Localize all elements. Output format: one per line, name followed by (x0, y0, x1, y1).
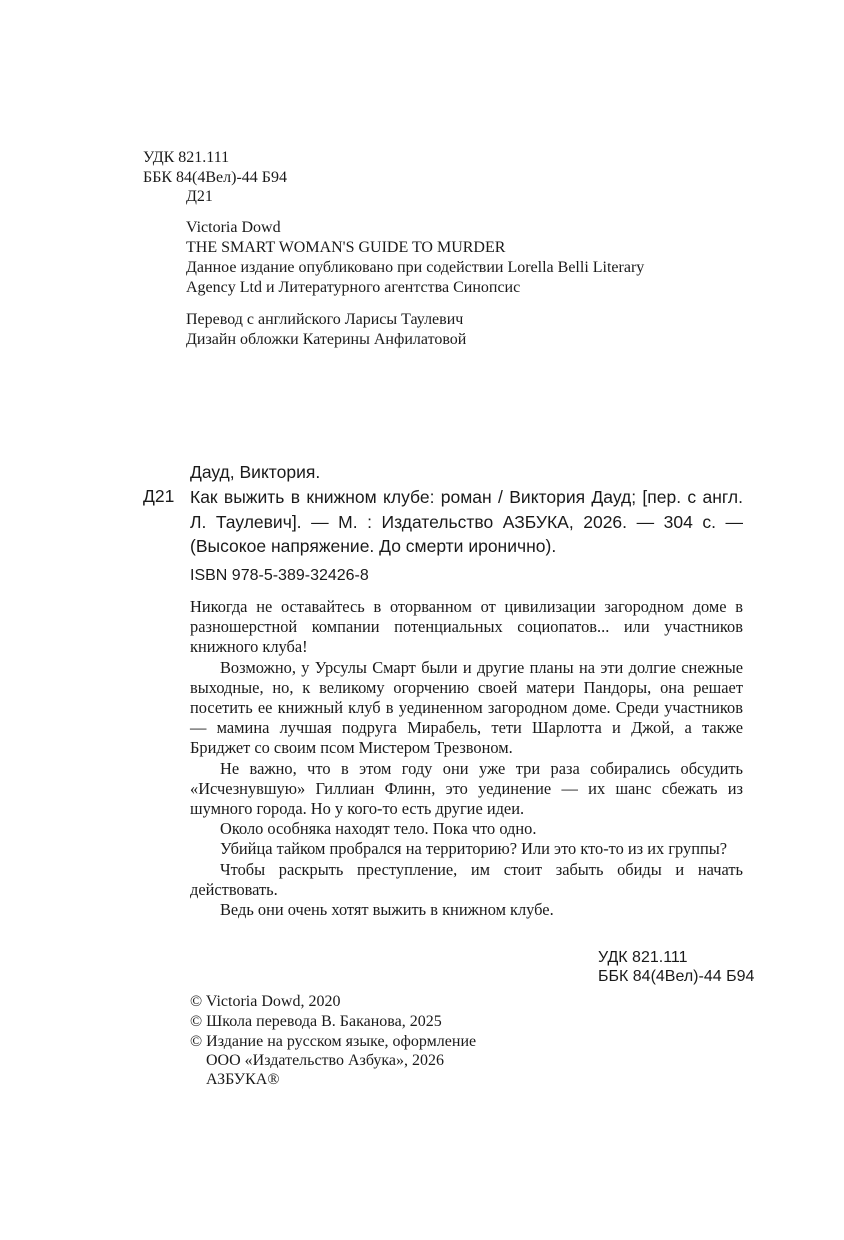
catalog-description (190, 485, 743, 559)
annotation-paragraph: Около особняка находят тело. Пока что одно. (220, 819, 537, 839)
bbk-code-repeat: ББК 84(4Вел)-44 Б94 (598, 968, 755, 985)
publisher-brand: АЗБУКА® (206, 1071, 280, 1088)
annotation-paragraph: Ведь они очень хотят выжить в книжном клубе. (220, 900, 554, 920)
publication-note-line-1: Данное издание опубликовано при содействии Lorella Belli Literary (186, 259, 645, 276)
isbn: ISBN 978-5-389-32426-8 (190, 567, 369, 584)
annotation-paragraph: Чтобы раскрыть преступление, им стоит забыть обиды и начать действовать. (190, 859, 743, 899)
translator-credit: Перевод с английского Ларисы Таулевич (186, 311, 464, 328)
annotation-paragraph: Не важно, что в этом году они уже три раза собирались обсудить «Исчезнувшую» Гиллиан Флинн, это уединение — их шанс сбежать из шумного города. Но у кого-то есть другие идеи. (190, 758, 743, 819)
annotation-paragraph: Убийца тайком пробрался на территорию? Или это кто-то из их группы? (220, 839, 728, 859)
copyright-translation: © Школа перевода В. Баканова, 2025 (190, 1013, 442, 1030)
original-author: Victoria Dowd (186, 219, 281, 236)
udk-code: УДК 821.111 (143, 149, 230, 166)
catalog-description-text: Как выжить в книжном клубе: роман / Виктория Дауд; [пер. с англ. Л. Таулевич]. — М. : Издательство АЗБУКА, 2026. — 304 с. — (Высокое напряжение. До смерти иронично). (190, 487, 743, 556)
copyright-publisher: ООО «Издательство Азбука», 2026 (206, 1052, 445, 1069)
annotation-paragraph: Возможно, у Урсулы Смарт были и другие планы на эти долгие снежные выходные, но, к великому огорчению своей матери Пандоры, она решает посетить ее книжный клуб в уединенном загородном доме. Среди участников — мамина лучшая подруга Мирабель, тети Шарлотта и Джой, а также Бриджет со своим псом Мистером Трезвоном. (190, 657, 743, 758)
copyright-original: © Victoria Dowd, 2020 (190, 993, 341, 1010)
copyright-edition: © Издание на русском языке, оформление (190, 1033, 477, 1050)
annotation-paragraph: Никогда не оставайтесь в оторванном от цивилизации загородном доме в разношерстной компании потенциальных социопатов... или участников книжного клуба! (190, 597, 743, 657)
annotation (190, 597, 743, 920)
publication-note-line-2: Agency Ltd и Литературного агентства Синопсис (186, 279, 521, 296)
catalog-author-heading: Дауд, Виктория. (190, 462, 321, 482)
udk-code-repeat: УДК 821.111 (598, 949, 688, 966)
original-title: THE SMART WOMAN'S GUIDE TO MURDER (186, 239, 506, 256)
cover-design-credit: Дизайн обложки Катерины Анфилатовой (186, 331, 467, 348)
author-mark: Д21 (186, 188, 213, 205)
catalog-author-mark: Д21 (143, 486, 175, 506)
bbk-code: ББК 84(4Вел)-44 Б94 (143, 169, 287, 186)
